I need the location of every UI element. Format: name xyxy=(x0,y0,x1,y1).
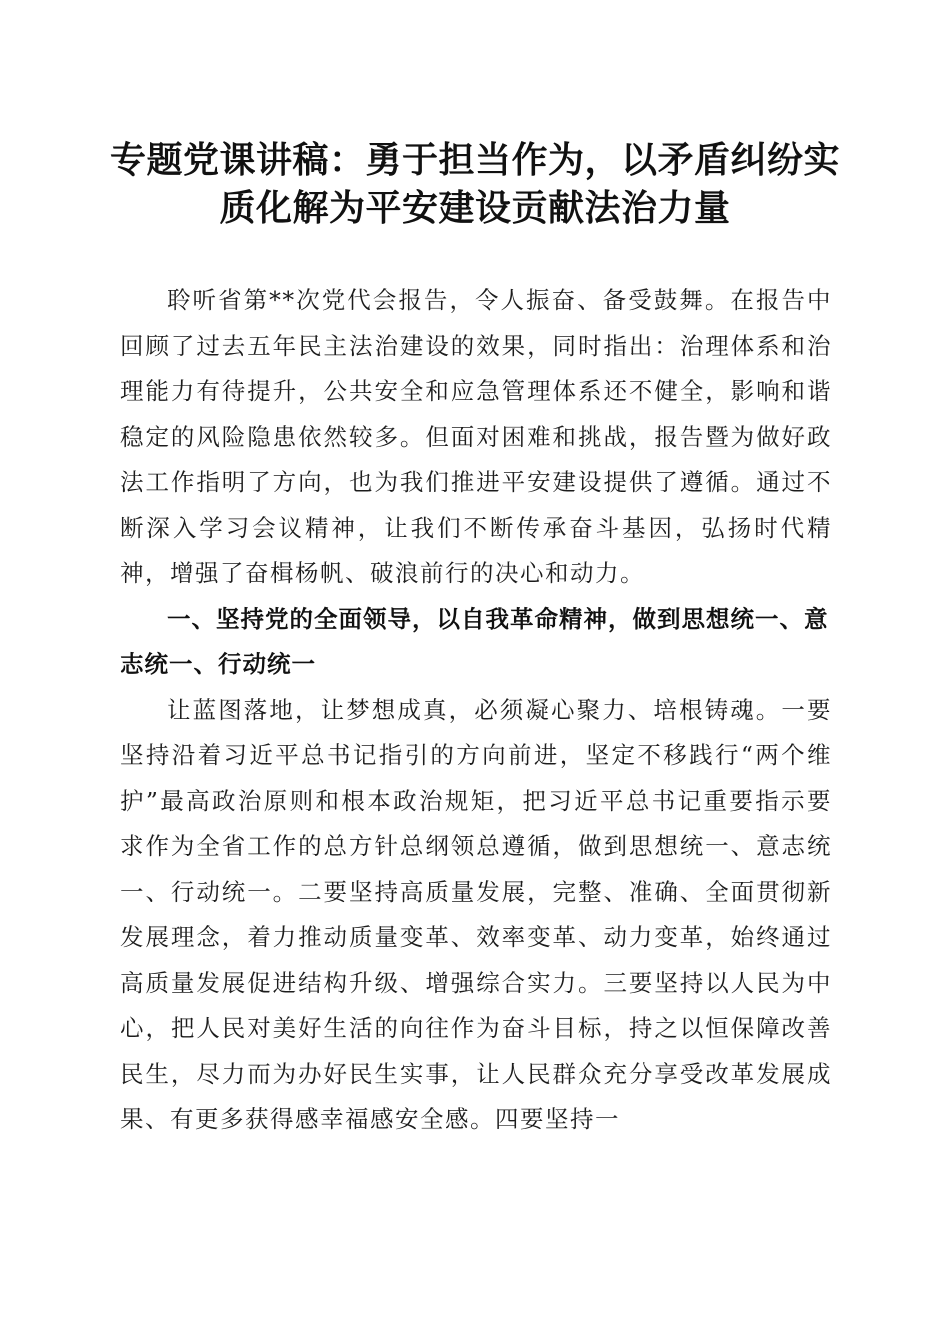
title-line-1: 专题党课讲稿：勇于担当作为，以矛盾纠纷实 xyxy=(109,139,840,181)
document-body xyxy=(120,278,832,1143)
paragraph-section-1: 让蓝图落地，让梦想成真，必须凝心聚力、培根铸魂。一要坚持沿着习近平总书记指引的方向前进，坚定不移践行“两个维护”最高政治原则和根本政治规矩，把习近平总书记重要指示要求作为全省工作的总方针总纲领总遵循，做到思想统一、意志统一、行动统一。二要坚持高质量发展，完整、准确、全面贯彻新发展理念，着力推动质量变革、效率变革、动力变革，始终通过高质量发展促进结构升级、增强综合实力。三要坚持以人民为中心，把人民对美好生活的向往作为奋斗目标，持之以恒保障改善民生，尽力而为办好民生实事，让人民群众充分享受改革发展成果、有更多获得感幸福感安全感。四要坚持一 xyxy=(120,695,832,1133)
section-heading-1: 一、坚持党的全面领导，以自我革命精神，做到思想统一、意志统一、行动统一 xyxy=(120,604,829,678)
title-line-2: 质化解为平安建设贡献法治力量 xyxy=(219,187,731,229)
document-title xyxy=(100,136,850,232)
paragraph-intro: 聆听省第**次党代会报告，令人振奋、备受鼓舞。在报告中回顾了过去五年民主法治建设的效果，同时指出：治理体系和治理能力有待提升，公共安全和应急管理体系还不健全，影响和谐稳定的风险隐患依然较多。但面对困难和挑战，报告暨为做好政法工作指明了方向，也为我们推进平安建设提供了遵循。通过不断深入学习会议精神，让我们不断传承奋斗基因，弘扬时代精神，增强了奋楫杨帆、破浪前行的决心和动力。 xyxy=(120,286,832,587)
